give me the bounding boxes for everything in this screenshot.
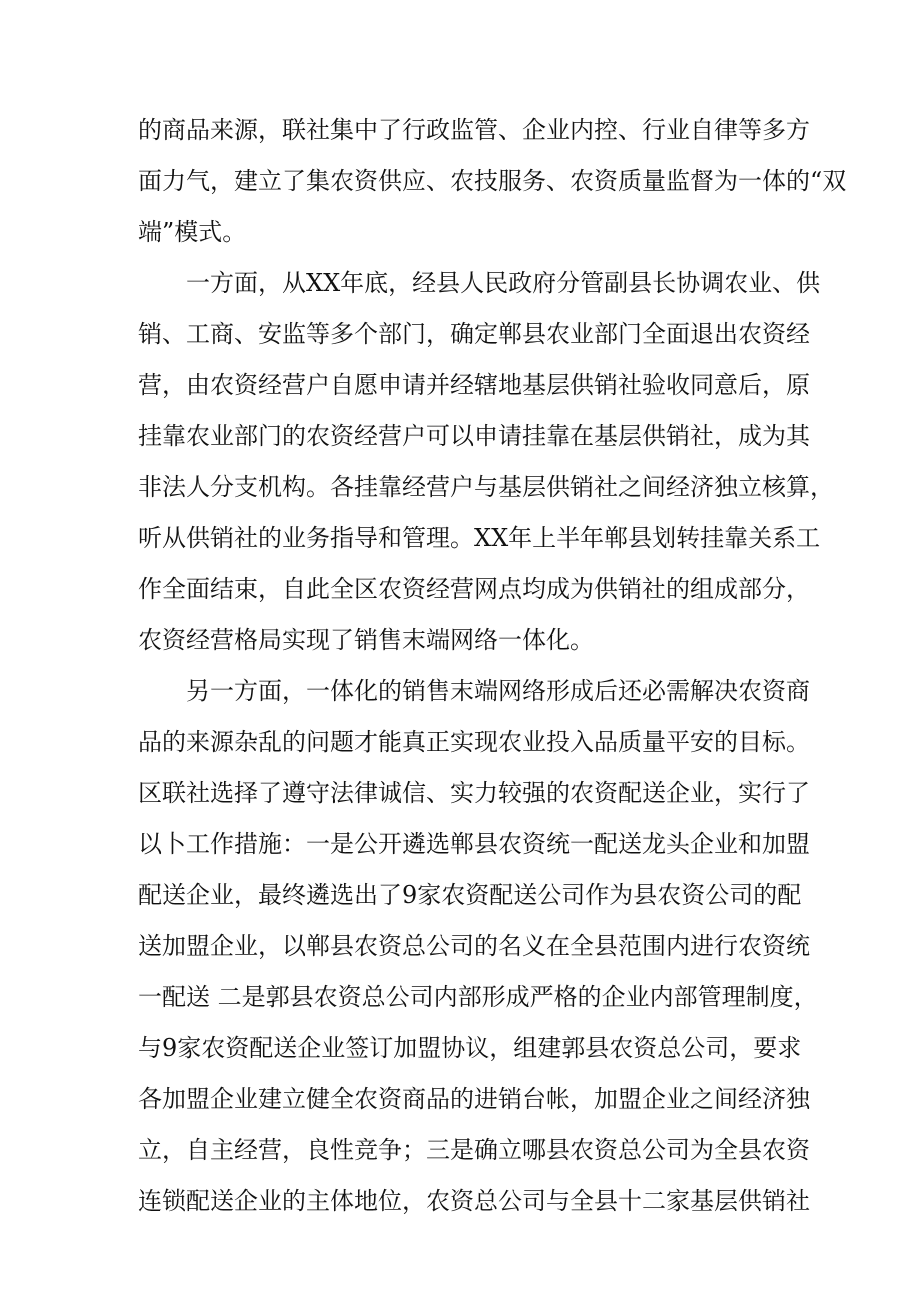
text-line: 连锁配送企业的主体地位，农资总公司与全县十二家基层供销社 [138, 1187, 810, 1215]
text-line: 一配送 二是郭县农资总公司内部形成严格的企业内部管理制度， [138, 983, 818, 1011]
text-line: 端”模式。 [138, 218, 247, 246]
text-line: 农资经营格局实现了销售末端网络一体化。 [138, 626, 594, 654]
text-line: 品的来源杂乱的问题才能真正实现农业投入品质量平安的目标。 [138, 728, 810, 756]
text-line: 的商品来源，联社集中了行政监管、企业内控、行业自律等多方 [138, 116, 810, 144]
text-line: 与9家农资配送企业签订加盟协议，组建郭县农资总公司，要求 [138, 1034, 802, 1062]
paragraph-first-line: 一方面，从XX年底，经县人民政府分管副县长协调农业、供 [186, 269, 821, 297]
text-line: 配送企业，最终遴选出了9家农资配送公司作为县农资公司的配 [138, 881, 802, 909]
text-line: 挂靠农业部门的农资经营户可以申请挂靠在基层供销社，成为其 [138, 422, 810, 450]
text-line: 销、工商、安监等多个部门，确定郸县农业部门全面退出农资经 [138, 320, 810, 348]
text-line: 立，自主经营，良性竞争；三是确立哪县农资总公司为全县农资 [138, 1136, 810, 1164]
text-line: 非法人分支机构。各挂靠经营户与基层供销社之间经济独立核算， [138, 473, 834, 501]
text-line: 以卜工作措施：一是公开遴选郸县农资统一配送龙头企业和加盟 [138, 830, 810, 858]
text-line: 营，由农资经营户自愿申请并经辖地基层供销社验收同意后，原 [138, 371, 810, 399]
text-line: 送加盟企业，以郸县农资总公司的名义在全县范围内进行农资统 [138, 932, 810, 960]
paragraph-first-line: 另一方面，一体化的销售末端网络形成后还必需解决农资商 [186, 677, 810, 705]
text-line: 作全面结束，自此全区农资经营网点均成为供销社的组成部分， [138, 575, 810, 603]
text-line: 听从供销社的业务指导和管理。XX年上半年郸县划转挂靠关系工 [138, 524, 821, 552]
text-line: 面力气，建立了集农资供应、农技服务、农资质量监督为一体的“双 [138, 167, 847, 195]
text-line: 各加盟企业建立健全农资商品的进销台帐，加盟企业之间经济独 [138, 1085, 810, 1113]
body-text [138, 105, 847, 1227]
text-line: 区联社选择了遵守法律诚信、实力较强的农资配送企业，实行了 [138, 779, 810, 807]
